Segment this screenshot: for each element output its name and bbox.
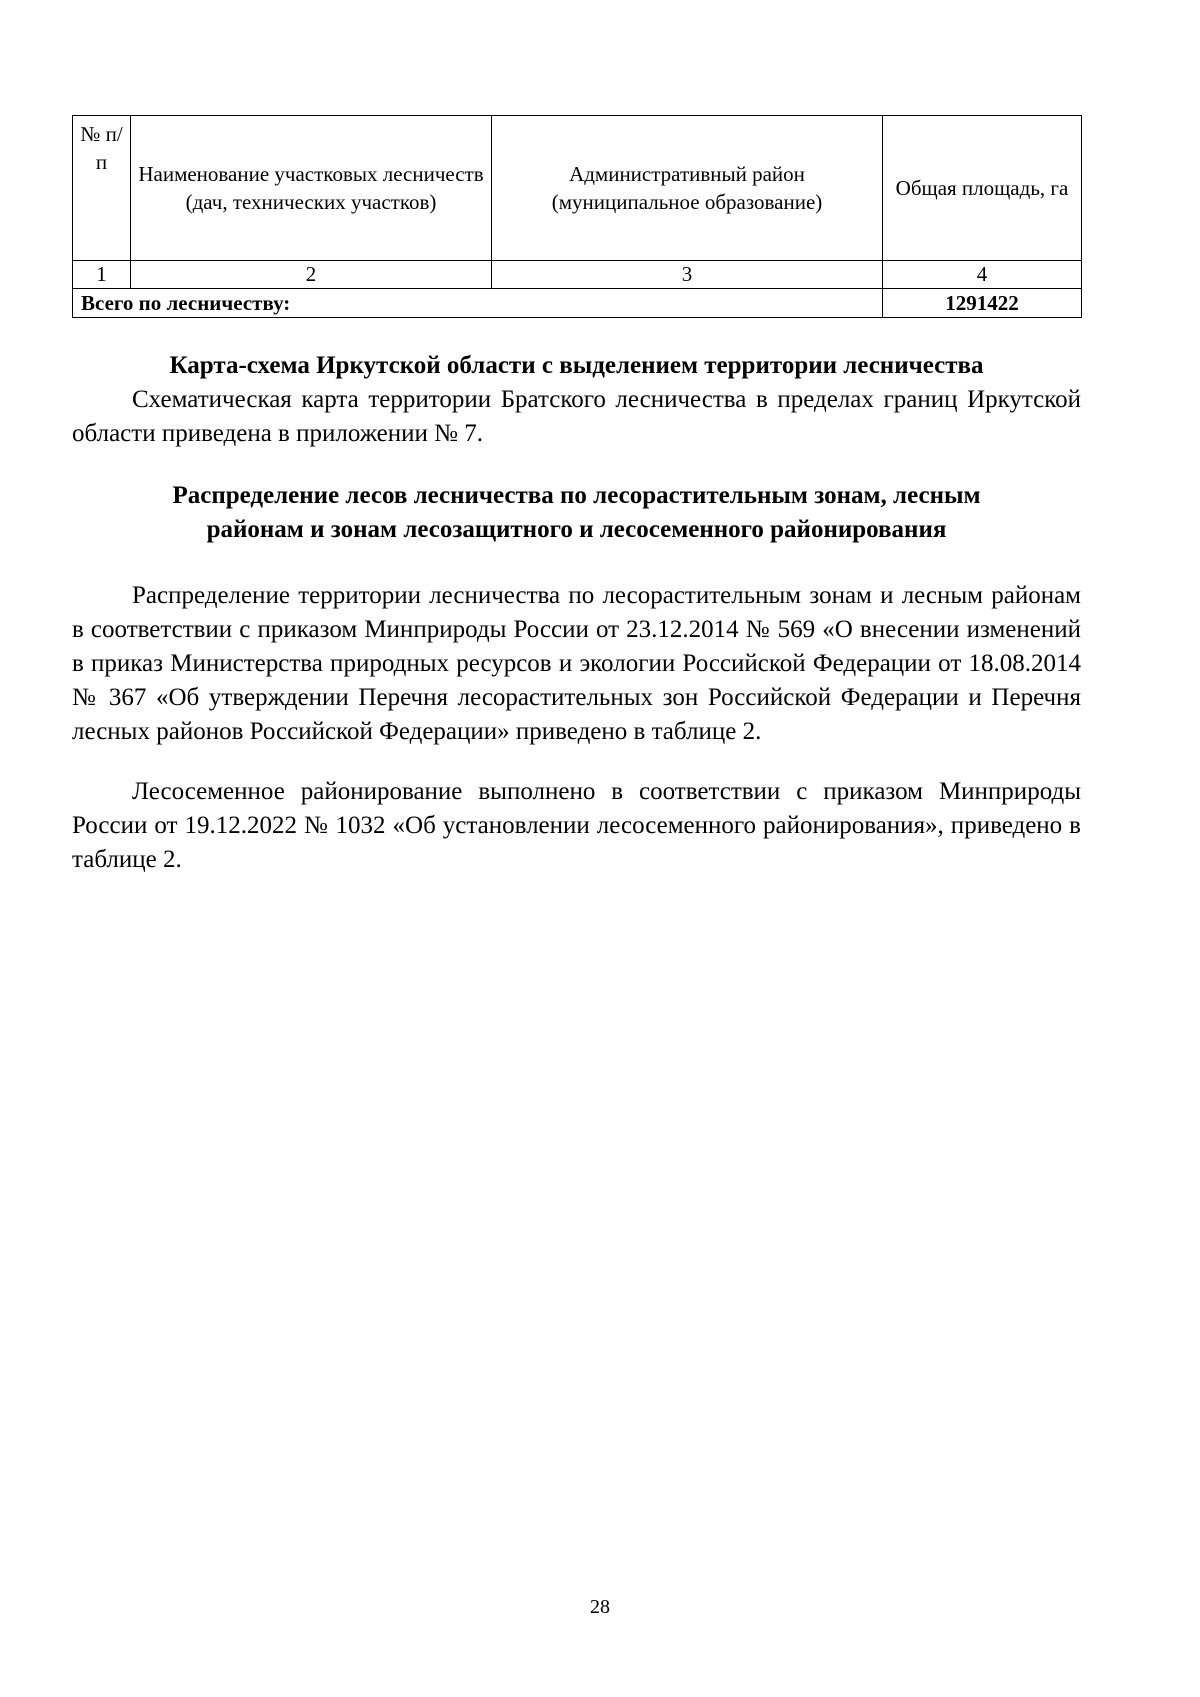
total-value: 1291422: [883, 289, 1082, 318]
distribution-paragraph: Распределение территории лесничества по лесорастительным зонам и лесным районам в соответствии с приказом Минприроды России от 23.12.2014 № 569 «О внесении изменений в приказ Министерства природных ресурсов и экологии Российской Федерации от 18.08.2014 № 367 «Об утверждении Перечня лесорастительных зон Российской Федерации и Перечня лесных районов Российской Федерации» приведено в таблице 2.: [72, 582, 1081, 745]
column-number: 1: [73, 261, 131, 289]
table-total-row: [73, 289, 1082, 318]
header-number: № п/п: [73, 116, 131, 261]
total-label: Всего по лесничеству:: [73, 289, 883, 318]
section-map-paragraph: Схематическая карта территории Братского лесничества в пределах границ Иркутской области приведена в приложении № 7.: [72, 386, 1081, 447]
seed-zoning-paragraph: Лесосеменное районирование выполнено в соответствии с приказом Минприроды России от 19.12.2022 № 1032 «Об установлении лесосеменного районирования», приведено в таблице 2.: [72, 778, 1081, 873]
column-number: 4: [883, 261, 1082, 289]
forestry-area-table: [72, 115, 1082, 318]
section-map-heading: Карта-схема Иркутской области с выделением территории лесничества: [169, 352, 984, 379]
heading-line: районам и зонам лесозащитного и лесосеменного районирования: [206, 516, 947, 543]
section-distribution-heading: [72, 479, 1081, 547]
header-district-name: Наименование участковых лесничеств (дач, технических участков): [131, 116, 492, 261]
column-number: 2: [131, 261, 492, 289]
page-number: 28: [590, 1596, 610, 1618]
header-total-area: Общая площадь, га: [883, 116, 1082, 261]
heading-line: Распределение лесов лесничества по лесорастительным зонам, лесным: [172, 482, 981, 509]
table-column-numbers-row: [73, 261, 1082, 289]
table-header-row: [73, 116, 1082, 261]
header-administrative-district: Административный район (муниципальное образование): [492, 116, 883, 261]
column-number: 3: [492, 261, 883, 289]
